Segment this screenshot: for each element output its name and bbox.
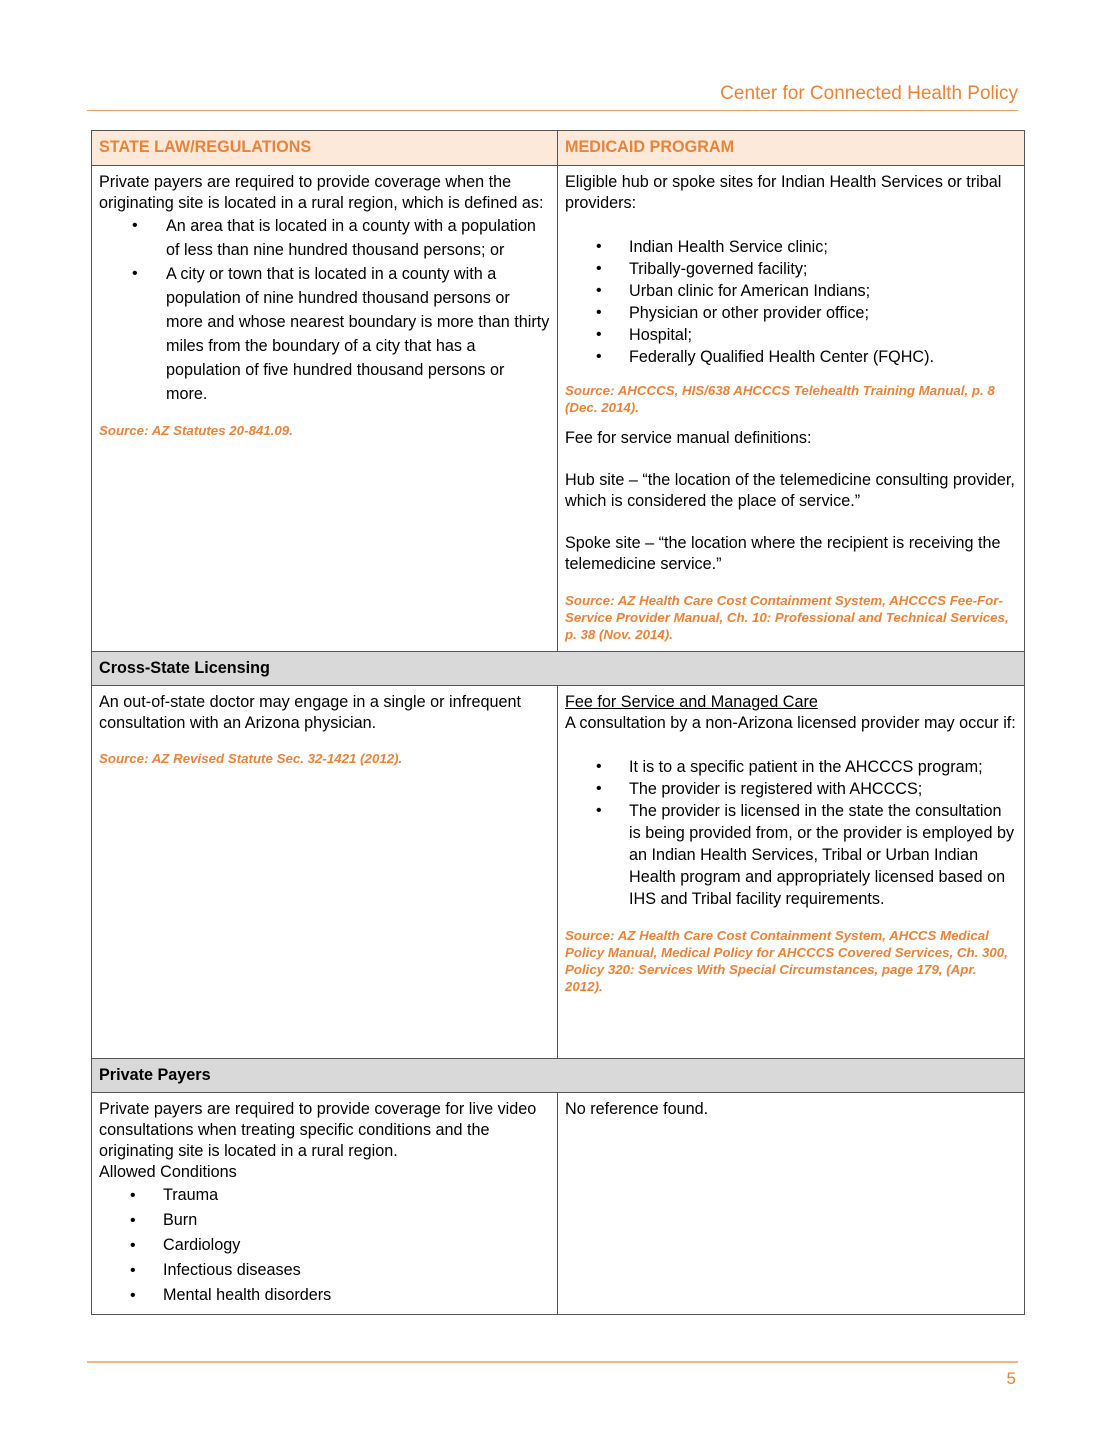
rural-definition-intro: Private payers are required to provide coverage when the originating site is located in a rural region, which is defined as: bbox=[99, 173, 544, 212]
source-citation: Source: AZ Health Care Cost Containment System, AHCCS Medical Policy Manual, Medical Policy for AHCCCS Covered Services, Ch. 300, Policy 320: Services With Special Circumstances, page 179, (Apr. 2012). bbox=[565, 928, 1008, 994]
list-item: • Hospital; bbox=[565, 324, 1017, 346]
list-item: • Indian Health Service clinic; bbox=[565, 236, 1017, 258]
policy-table bbox=[91, 130, 1025, 1315]
medicaid-cell bbox=[558, 1093, 1025, 1315]
allowed-conditions-list bbox=[99, 1183, 550, 1308]
medicaid-cell bbox=[558, 166, 1025, 652]
list-item: • Physician or other provider office; bbox=[565, 302, 1017, 324]
list-item: • The provider is licensed in the state the consultation is being provided from, or the provider is employed by an Indian Health Services, Tribal or Urban Indian Health program and appropriately licensed based on IHS and Tribal facility requirements. bbox=[565, 800, 1017, 910]
table-header-row bbox=[92, 131, 1025, 166]
fee-for-service-intro: Fee for service manual definitions: bbox=[565, 429, 812, 447]
list-item: • Cardiology bbox=[99, 1233, 550, 1258]
consultation-intro: A consultation by a non-Arizona licensed provider may occur if: bbox=[565, 714, 1016, 732]
source-citation: Source: AZ Statutes 20-841.09. bbox=[99, 423, 293, 438]
list-item: • Mental health disorders bbox=[99, 1283, 550, 1308]
section-title: Cross-State Licensing bbox=[92, 652, 1025, 686]
footer-divider bbox=[87, 1361, 1018, 1363]
source-citation: Source: AZ Health Care Cost Containment System, AHCCCS Fee-For- Service Provider Manual, Ch. 10: Professional and Technical Services, p. 38 (Nov. 2014). bbox=[565, 593, 1009, 642]
list-item: • Federally Qualified Health Center (FQHC). bbox=[565, 346, 1017, 368]
list-item: • Urban clinic for American Indians; bbox=[565, 280, 1017, 302]
list-item: • An area that is located in a county with a population of less than nine hundred thousand persons; or bbox=[99, 214, 550, 262]
fee-for-service-heading: Fee for Service and Managed Care bbox=[565, 693, 818, 711]
list-item: • A city or town that is located in a county with a population of nine hundred thousand persons or more and whose nearest boundary is more than thirty miles from the boundary of a city that has a population of five hundred thousand persons or more. bbox=[99, 262, 550, 406]
header-divider bbox=[87, 110, 1018, 111]
eligible-sites-list bbox=[565, 236, 1017, 368]
column-header-medicaid: MEDICAID PROGRAM bbox=[558, 131, 1025, 166]
hub-site-definition: Hub site – “the location of the telemedicine consulting provider, which is considered the place of service.” bbox=[565, 471, 1015, 510]
state-law-cell bbox=[92, 686, 558, 1059]
cross-state-text: An out-of-state doctor may engage in a single or infrequent consultation with an Arizona physician. bbox=[99, 693, 522, 732]
list-item: • Tribally-governed facility; bbox=[565, 258, 1017, 280]
list-item: • Infectious diseases bbox=[99, 1258, 550, 1283]
section-title: Private Payers bbox=[92, 1059, 1025, 1093]
eligible-sites-intro: Eligible hub or spoke sites for Indian Health Services or tribal providers: bbox=[565, 173, 1002, 212]
document-header-title: Center for Connected Health Policy bbox=[720, 83, 1018, 104]
list-item: • Trauma bbox=[99, 1183, 550, 1208]
section-row-private-payers bbox=[92, 1059, 1025, 1093]
consultation-conditions-list bbox=[565, 756, 1017, 910]
section-row-cross-state-licensing bbox=[92, 652, 1025, 686]
state-law-cell bbox=[92, 166, 558, 652]
list-item: • It is to a specific patient in the AHCCCS program; bbox=[565, 756, 1017, 778]
source-citation: Source: AHCCCS, HIS/638 AHCCCS Telehealth Training Manual, p. 8 (Dec. 2014). bbox=[565, 383, 995, 415]
list-item: • Burn bbox=[99, 1208, 550, 1233]
table-row bbox=[92, 686, 1025, 1059]
allowed-conditions-label: Allowed Conditions bbox=[99, 1163, 237, 1181]
table-row bbox=[92, 1093, 1025, 1315]
spoke-site-definition: Spoke site – “the location where the recipient is receiving the telemedicine service.” bbox=[565, 534, 1001, 573]
private-payers-text: Private payers are required to provide coverage for live video consultations when treating specific conditions and the originating site is located in a rural region. bbox=[99, 1100, 537, 1160]
state-law-cell bbox=[92, 1093, 558, 1315]
medicaid-cell bbox=[558, 686, 1025, 1059]
rural-definition-list bbox=[99, 214, 550, 406]
column-header-state-law: STATE LAW/REGULATIONS bbox=[92, 131, 558, 166]
list-item: • The provider is registered with AHCCCS; bbox=[565, 778, 1017, 800]
table-row bbox=[92, 166, 1025, 652]
no-reference-text: No reference found. bbox=[565, 1100, 709, 1118]
page-number: 5 bbox=[1006, 1369, 1016, 1388]
source-citation: Source: AZ Revised Statute Sec. 32-1421 (2012). bbox=[99, 751, 403, 766]
